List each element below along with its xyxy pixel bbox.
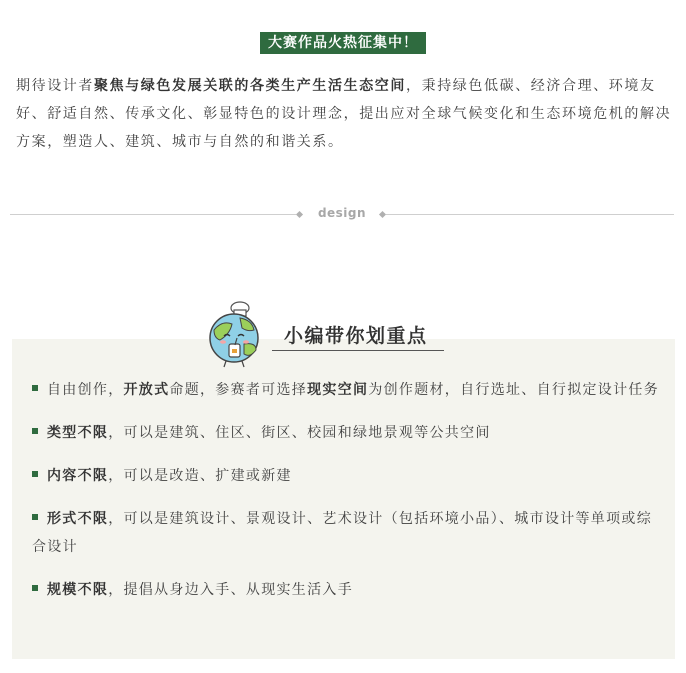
bullet-square-icon xyxy=(32,471,38,477)
earth-mascot-icon xyxy=(204,300,270,368)
divider-line-right xyxy=(386,214,674,215)
item-text: 自由创作， xyxy=(47,382,124,398)
list-item xyxy=(32,376,660,404)
item-bold: 规模不限 xyxy=(47,582,109,598)
item-text: ，可以是建筑、住区、街区、校园和绿地景观等公共空间 xyxy=(108,425,491,441)
item-text: ，可以是建筑设计、景观设计、艺术设计（包括环境小品）、城市设计等单项或综合设计 xyxy=(32,511,653,555)
item-text: ，提倡从身边入手、从现实生活入手 xyxy=(108,582,354,598)
section-divider xyxy=(10,206,674,224)
intro-prefix: 期待设计者 xyxy=(16,78,94,94)
item-bold: 形式不限 xyxy=(47,511,109,527)
intro-paragraph xyxy=(16,72,672,156)
list-item xyxy=(32,505,660,561)
item-text: ，可以是改造、扩建或新建 xyxy=(108,468,292,484)
intro-suffix: ，秉持绿色低碳、经济合理、环境友好、舒适自然、传承文化、彰显特色的设计理念，提出应对全球气候变化和生态环境危机的解决方案，塑造人、建筑、城市与自然的和谐关系。 xyxy=(16,78,672,150)
highlights-list xyxy=(32,376,660,619)
bullet-square-icon xyxy=(32,514,38,520)
bullet-square-icon xyxy=(32,585,38,591)
item-bold: 现实空间 xyxy=(307,382,369,398)
item-bold: 内容不限 xyxy=(47,468,109,484)
divider-label: design xyxy=(317,206,367,220)
item-bold: 开放式 xyxy=(123,382,170,398)
banner-wrap xyxy=(0,32,686,54)
list-item xyxy=(32,576,660,604)
divider-line-left xyxy=(10,214,296,215)
item-text: 命题，参赛者可选择 xyxy=(169,382,308,398)
intro-highlight: 聚焦与绿色发展关联的各类生产生活生态空间 xyxy=(94,78,406,94)
list-item xyxy=(32,419,660,447)
bullet-square-icon xyxy=(32,428,38,434)
divider-diamond-right xyxy=(379,211,386,218)
item-bold: 类型不限 xyxy=(47,425,109,441)
section-title: 小编带你划重点 xyxy=(284,325,428,347)
section-title-underline xyxy=(272,350,444,351)
item-text: 为创作题材，自行选址、自行拟定设计任务 xyxy=(368,382,660,398)
list-item xyxy=(32,462,660,490)
bullet-square-icon xyxy=(32,385,38,391)
banner-heading: 大赛作品火热征集中！ xyxy=(260,32,426,54)
divider-diamond-left xyxy=(296,211,303,218)
